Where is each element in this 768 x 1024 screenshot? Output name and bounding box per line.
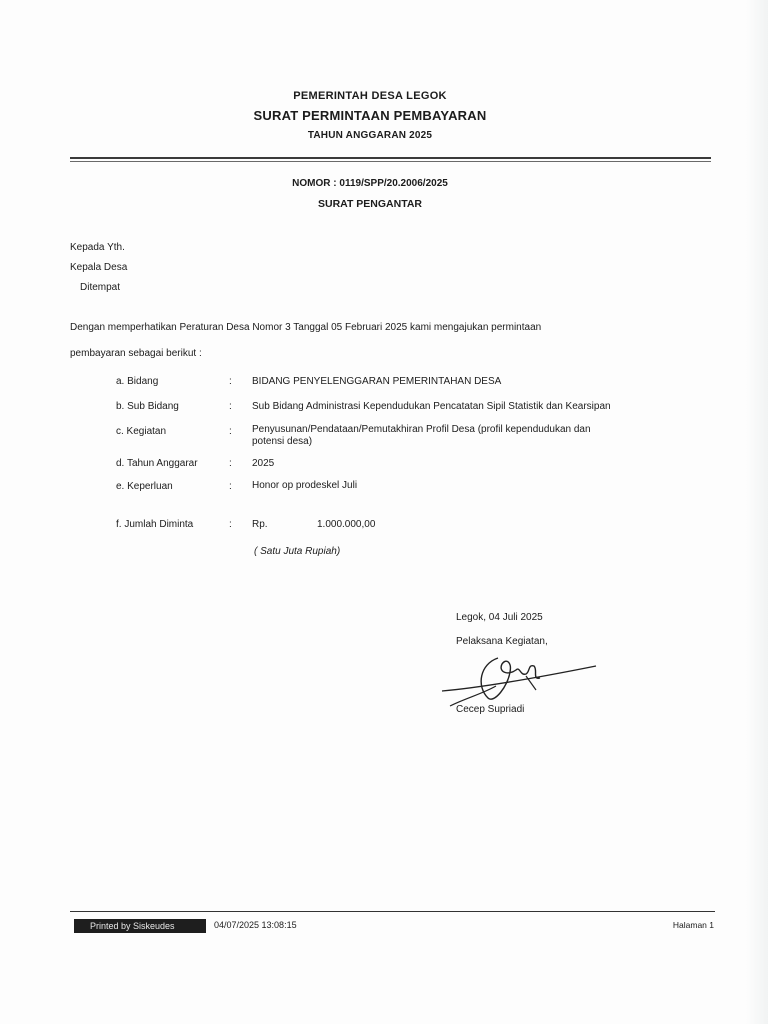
item-value-kegiatan-line-1: Penyusunan/Pendataan/Pemutakhiran Profil Desa (profil kependudukan dan bbox=[252, 424, 591, 435]
item-value-keperluan: Honor op prodeskel Juli bbox=[252, 480, 358, 491]
header-divider bbox=[70, 157, 711, 159]
item-value-kegiatan-line-2: potensi desa) bbox=[252, 436, 313, 447]
page-number: Halaman 1 bbox=[672, 920, 714, 930]
recipient-line-3: Ditempat bbox=[80, 282, 121, 293]
item-label-keperluan: e. Keperluan bbox=[116, 481, 173, 492]
signature-role: Pelaksana Kegiatan, bbox=[456, 636, 548, 647]
item-label-jumlah-diminta: f. Jumlah Diminta bbox=[116, 519, 194, 530]
printed-by-badge: Printed by Siskeudes bbox=[74, 919, 206, 933]
item-colon-jumlah-diminta: : bbox=[229, 519, 232, 530]
amount-currency: Rp. bbox=[252, 519, 268, 530]
item-colon-kegiatan: : bbox=[229, 426, 232, 437]
scan-edge bbox=[746, 0, 768, 1024]
recipient-line-2: Kepala Desa bbox=[70, 262, 128, 273]
handwritten-signature bbox=[436, 646, 606, 710]
item-value-tahun-anggaran: 2025 bbox=[252, 458, 275, 469]
intro-line-2: pembayaran sebagai berikut : bbox=[70, 348, 202, 359]
item-value-bidang: BIDANG PENYELENGGARAN PEMERINTAHAN DESA bbox=[252, 376, 502, 387]
amount-value: 1.000.000,00 bbox=[317, 519, 376, 530]
document-title: SURAT PERMINTAAN PEMBAYARAN bbox=[253, 108, 487, 123]
signature-place-date: Legok, 04 Juli 2025 bbox=[456, 612, 543, 623]
recipient-line-1: Kepada Yth. bbox=[70, 242, 125, 253]
item-colon-bidang: : bbox=[229, 376, 232, 387]
reference-number: NOMOR : 0119/SPP/20.2006/2025 bbox=[292, 178, 448, 189]
item-colon-tahun-anggaran: : bbox=[229, 458, 232, 469]
item-colon-keperluan: : bbox=[229, 481, 232, 492]
institution-name: PEMERINTAH DESA LEGOK bbox=[293, 90, 447, 102]
item-value-sub-bidang: Sub Bidang Administrasi Kependudukan Pencatatan Sipil Statistik dan Kearsipan bbox=[252, 401, 611, 412]
item-label-tahun-anggaran: d. Tahun Anggarar bbox=[116, 458, 198, 469]
footer-divider bbox=[70, 911, 715, 912]
intro-line-1: Dengan memperhatikan Peraturan Desa Nomor 3 Tanggal 05 Februari 2025 kami mengajukan permintaan bbox=[70, 322, 542, 333]
fiscal-year: TAHUN ANGGARAN 2025 bbox=[307, 130, 433, 141]
item-colon-sub-bidang: : bbox=[229, 401, 232, 412]
item-label-bidang: a. Bidang bbox=[116, 376, 159, 387]
amount-in-words: ( Satu Juta Rupiah) bbox=[254, 546, 341, 557]
header-divider-thin bbox=[70, 161, 711, 162]
item-label-sub-bidang: b. Sub Bidang bbox=[116, 401, 179, 412]
document-subtitle: SURAT PENGANTAR bbox=[317, 198, 423, 210]
item-label-kegiatan: c. Kegiatan bbox=[116, 426, 167, 437]
signatory-name: Cecep Supriadi bbox=[456, 704, 525, 715]
print-timestamp: 04/07/2025 13:08:15 bbox=[214, 920, 297, 930]
